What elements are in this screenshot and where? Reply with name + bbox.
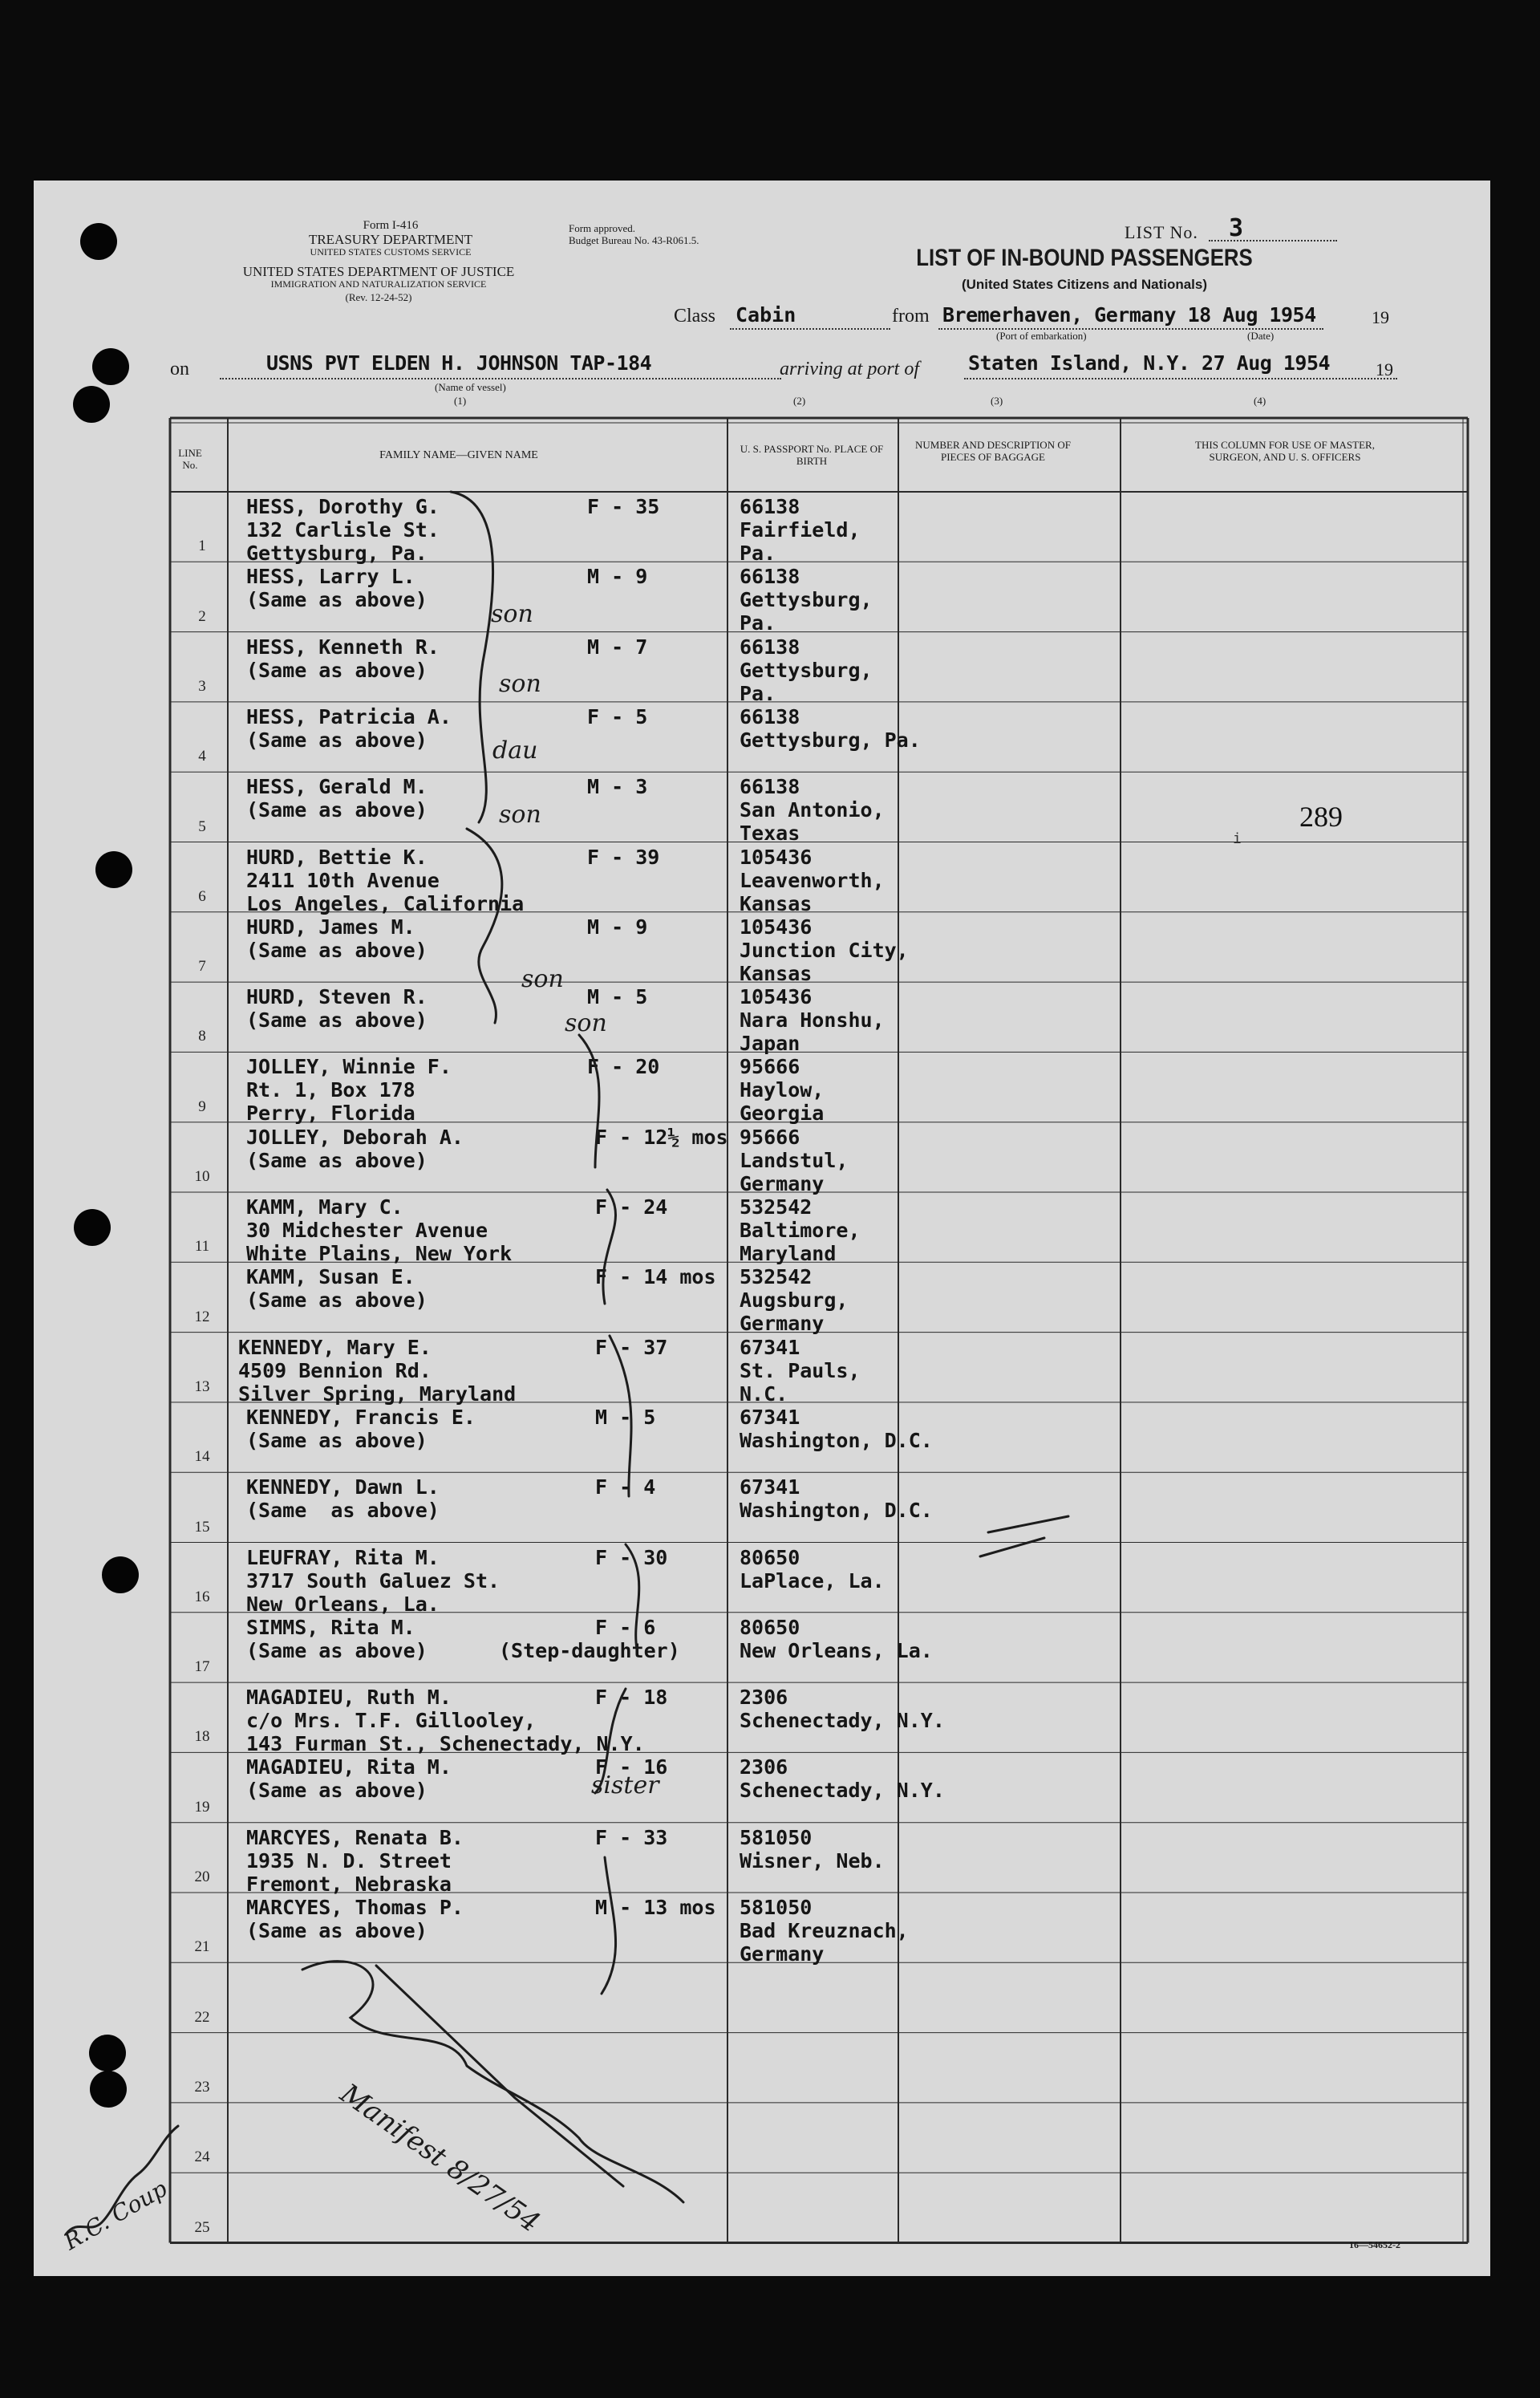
passenger-address: (Same as above)	[246, 1638, 428, 1662]
passenger-address: (Same as above)	[246, 658, 428, 682]
sex-age: F - 14 mos	[595, 1265, 716, 1289]
sex-age: M - 7	[587, 635, 648, 659]
line-number: 18	[194, 1728, 210, 1746]
sex-age: F - 4	[595, 1475, 656, 1499]
treasury-department: TREASURY DEPARTMENT	[308, 232, 473, 247]
col-num-3: (3)	[991, 395, 1003, 407]
note-sister-19: sister	[591, 1771, 659, 1800]
passport-number: 66138	[740, 775, 800, 799]
place-of-birth: N.C.	[740, 1382, 788, 1406]
place-of-birth: Gettysburg,	[740, 658, 873, 682]
header-passport: U. S. PASSPORT No. PLACE OF BIRTH	[740, 443, 884, 467]
from-year-suffix: 19	[1372, 307, 1389, 327]
header-officers: THIS COLUMN FOR USE OF MASTER, SURGEON, AND U. S. OFFICERS	[1195, 439, 1375, 463]
sex-age: F - 24	[595, 1195, 668, 1219]
place-of-birth: Pa.	[740, 611, 776, 635]
line-number: 16	[194, 1588, 210, 1605]
line-number: 14	[194, 1448, 210, 1466]
place-of-birth: Schenectady, N.Y.	[740, 1779, 945, 1803]
line-number: 24	[194, 2148, 210, 2166]
from-label: from	[892, 306, 930, 327]
passenger-name: KENNEDY, Francis E.	[246, 1405, 476, 1429]
passport-number: 532542	[740, 1265, 813, 1289]
line-number: 23	[194, 2078, 210, 2096]
passenger-name: HURD, Bettie K.	[246, 845, 428, 869]
passenger-address: c/o Mrs. T.F. Gillooley,	[246, 1709, 537, 1733]
passport-number: 66138	[740, 495, 800, 518]
passenger-address: (Same as above)	[246, 1499, 440, 1523]
line-number: 22	[194, 2008, 210, 2026]
line-number: 12	[194, 1308, 210, 1325]
place-of-birth: Wisner, Neb.	[740, 1848, 885, 1873]
place-of-birth: Germany	[740, 1312, 825, 1336]
passport-number: 66138	[740, 565, 800, 589]
place-of-birth: Junction City,	[740, 938, 909, 962]
col-num-4: (4)	[1254, 395, 1266, 407]
passport-number: 2306	[740, 1755, 788, 1779]
place-of-birth: Washington, D.C.	[740, 1499, 933, 1523]
place-of-birth: Germany	[740, 1171, 825, 1195]
signature: Manifest 8/27/54	[334, 2077, 546, 2239]
passport-number: 2306	[740, 1686, 788, 1710]
line-number: 2	[198, 607, 206, 625]
arriving-label: arriving at port of	[780, 359, 920, 379]
passenger-address: 3717 South Galuez St.	[246, 1568, 500, 1593]
passport-number: 67341	[740, 1335, 800, 1359]
margin-note: R.C. Coup	[59, 2175, 172, 2256]
customs-service: UNITED STATES CUSTOMS SERVICE	[310, 246, 472, 258]
passenger-address: (Same as above)	[246, 798, 428, 822]
sex-age: F - 30	[595, 1545, 668, 1569]
passenger-address: 2411 10th Avenue	[246, 868, 440, 892]
passport-number: 105436	[740, 985, 813, 1009]
passenger-address: Los Angeles, California	[246, 891, 525, 915]
passenger-name: HESS, Dorothy G.	[246, 495, 440, 518]
passenger-name: MARCYES, Thomas P.	[246, 1896, 464, 1919]
passenger-name: KAMM, Mary C.	[246, 1195, 403, 1219]
col-num-2: (2)	[793, 395, 806, 407]
passenger-address: (Same as above)	[246, 1288, 428, 1313]
arrival-port: Staten Island, N.Y. 27 Aug 1954	[968, 351, 1331, 375]
line-number: 21	[194, 1938, 210, 1956]
sex-age: M - 3	[587, 775, 648, 799]
passport-number: 66138	[740, 704, 800, 728]
form-subtitle: (United States Citizens and Nationals)	[961, 277, 1208, 292]
passenger-address: 30 Midchester Avenue	[246, 1219, 488, 1242]
passport-number: 581050	[740, 1896, 813, 1919]
passenger-name: HURD, Steven R.	[246, 985, 428, 1009]
sex-age: F - 5	[587, 704, 648, 728]
line-number: 11	[194, 1238, 210, 1256]
list-number-label: LIST No.	[1125, 222, 1198, 242]
stamp-number: 289	[1299, 801, 1343, 833]
passenger-address: Fremont, Nebraska	[246, 1872, 452, 1896]
passenger-name: HESS, Gerald M.	[246, 775, 428, 799]
sex-age: F - 6	[595, 1615, 656, 1639]
passenger-address: Rt. 1, Box 178	[246, 1078, 415, 1102]
passenger-name: LEUFRAY, Rita M.	[246, 1545, 440, 1569]
place-of-birth: Gettysburg, Pa.	[740, 728, 921, 752]
passenger-address: (Same as above)	[246, 1008, 428, 1033]
line-number: 4	[198, 748, 206, 765]
col-num-1: (1)	[454, 395, 467, 407]
place-of-birth: Maryland	[740, 1242, 837, 1265]
sex-age: F - 33	[595, 1825, 668, 1849]
passenger-name: MAGADIEU, Ruth M.	[246, 1686, 452, 1710]
line-number: 5	[198, 818, 206, 835]
vessel-name: USNS PVT ELDEN H. JOHNSON TAP-184	[266, 351, 652, 375]
passenger-name: HESS, Patricia A.	[246, 704, 452, 728]
passenger-address: Silver Spring, Maryland	[238, 1382, 517, 1406]
passenger-address: (Same as above)	[246, 588, 428, 612]
line-number: 19	[194, 1798, 210, 1816]
passport-number: 532542	[740, 1195, 813, 1219]
note-son-5: son	[499, 801, 541, 829]
note-son-8: son	[565, 1009, 607, 1037]
sex-age: F - 16	[595, 1755, 668, 1779]
sex-age: M - 9	[587, 915, 648, 939]
passenger-address: (Same as above)	[246, 1919, 428, 1942]
place-of-birth: Leavenworth,	[740, 868, 885, 892]
passenger-name: JOLLEY, Deborah A.	[246, 1125, 464, 1149]
passenger-name: JOLLEY, Winnie F.	[246, 1055, 452, 1079]
passenger-address: New Orleans, La.	[246, 1592, 440, 1616]
note-dau-4: dau	[492, 736, 538, 765]
manifest-sheet	[34, 181, 1490, 2276]
place-of-birth: New Orleans, La.	[740, 1638, 933, 1662]
passenger-name: MAGADIEU, Rita M.	[246, 1755, 452, 1779]
date-caption: (Date)	[1247, 330, 1275, 342]
place-of-birth: LaPlace, La.	[740, 1568, 885, 1593]
passenger-name: MARCYES, Renata B.	[246, 1825, 464, 1849]
relation-note: (Step-daughter)	[499, 1638, 680, 1662]
passenger-address: (Same as above)	[246, 1779, 428, 1803]
line-number: 17	[194, 1658, 210, 1676]
line-number: 25	[194, 2218, 210, 2236]
place-of-birth: Schenectady, N.Y.	[740, 1709, 945, 1733]
place-of-birth: Fairfield,	[740, 518, 861, 542]
budget-bureau: Budget Bureau No. 43-R061.5.	[569, 234, 699, 246]
passenger-address: (Same as above)	[246, 728, 428, 752]
sex-age: M - 9	[587, 565, 648, 589]
justice-department: UNITED STATES DEPARTMENT OF JUSTICE	[242, 264, 515, 279]
place-of-birth: Georgia	[740, 1102, 825, 1126]
place-of-birth: Kansas	[740, 961, 813, 985]
sex-age: F - 39	[587, 845, 660, 869]
sex-age: M - 5	[587, 985, 648, 1009]
passenger-address: 1935 N. D. Street	[246, 1848, 452, 1873]
passport-number: 80650	[740, 1615, 800, 1639]
place-of-birth: Haylow,	[740, 1078, 825, 1102]
passport-number: 581050	[740, 1825, 813, 1849]
passenger-address: 132 Carlisle St.	[246, 518, 440, 542]
passenger-name: HESS, Kenneth R.	[246, 635, 440, 659]
port-caption: (Port of embarkation)	[996, 330, 1087, 342]
passenger-address: White Plains, New York	[246, 1242, 513, 1265]
note-son-3: son	[499, 670, 541, 698]
passport-number: 105436	[740, 845, 813, 869]
header-baggage: NUMBER AND DESCRIPTION OF PIECES OF BAGGAGE	[915, 439, 1071, 463]
place-of-birth: Washington, D.C.	[740, 1428, 933, 1452]
passenger-address: Gettysburg, Pa.	[246, 542, 428, 565]
line-number: 6	[198, 887, 206, 905]
line-number: 8	[198, 1028, 206, 1045]
note-son-7: son	[521, 965, 564, 993]
place-of-birth: Texas	[740, 822, 800, 846]
place-of-birth: Japan	[740, 1032, 800, 1056]
list-number: 3	[1229, 214, 1244, 242]
passenger-address: (Same as above)	[246, 1428, 428, 1452]
line-number: 3	[198, 677, 206, 695]
note-son-2: son	[491, 600, 533, 628]
passenger-address: 143 Furman St., Schenectady, N.Y.	[246, 1732, 645, 1756]
passenger-name: KAMM, Susan E.	[246, 1265, 415, 1289]
passport-number: 67341	[740, 1475, 800, 1499]
place-of-birth: Gettysburg,	[740, 588, 873, 612]
arrival-year-suffix: 19	[1376, 359, 1393, 379]
place-of-birth: Pa.	[740, 542, 776, 565]
line-number: 15	[194, 1518, 210, 1536]
revision-date: (Rev. 12-24-52)	[345, 291, 412, 303]
passport-number: 67341	[740, 1405, 800, 1429]
passport-number: 95666	[740, 1125, 800, 1149]
passenger-address: 4509 Bennion Rd.	[238, 1358, 432, 1382]
place-of-birth: Augsburg,	[740, 1288, 849, 1313]
line-number: 10	[194, 1168, 210, 1185]
passenger-address: (Same as above)	[246, 938, 428, 962]
place-of-birth: Bad Kreuznach,	[740, 1919, 909, 1942]
place-of-birth: Kansas	[740, 891, 813, 915]
place-of-birth: Germany	[740, 1942, 825, 1966]
sex-age: F - 37	[595, 1335, 668, 1359]
passenger-name: HURD, James M.	[246, 915, 415, 939]
passenger-name: KENNEDY, Dawn L.	[246, 1475, 440, 1499]
sex-age: F - 12½ mos	[595, 1125, 728, 1149]
passenger-address: Perry, Florida	[246, 1102, 415, 1126]
passenger-name: HESS, Larry L.	[246, 565, 415, 589]
header-line-no: LINE No.	[178, 447, 202, 471]
sex-age: M - 13 mos	[595, 1896, 716, 1919]
sex-age: F - 20	[587, 1055, 660, 1079]
passenger-name: SIMMS, Rita M.	[246, 1615, 415, 1639]
passport-number: 66138	[740, 635, 800, 659]
form-number: Form I-416	[363, 219, 419, 232]
sex-age: F - 35	[587, 495, 660, 518]
sex-age: F - 18	[595, 1686, 668, 1710]
line-number: 13	[194, 1378, 210, 1395]
passport-number: 105436	[740, 915, 813, 939]
port-of-embarkation: Bremerhaven, Germany 18 Aug 1954	[942, 303, 1316, 327]
place-of-birth: Pa.	[740, 681, 776, 705]
place-of-birth: Baltimore,	[740, 1219, 861, 1242]
header-family-name: FAMILY NAME—GIVEN NAME	[379, 449, 538, 461]
place-of-birth: Landstul,	[740, 1148, 849, 1172]
ins-service: IMMIGRATION AND NATURALIZATION SERVICE	[270, 278, 487, 290]
on-label: on	[170, 359, 189, 379]
line-number: 7	[198, 958, 206, 976]
passport-number: 95666	[740, 1055, 800, 1079]
form-title: LIST OF IN-BOUND PASSENGERS	[916, 245, 1253, 271]
place-of-birth: Nara Honshu,	[740, 1008, 885, 1033]
passport-number: 80650	[740, 1545, 800, 1569]
place-of-birth: St. Pauls,	[740, 1358, 861, 1382]
vessel-caption: (Name of vessel)	[435, 381, 506, 393]
sex-age: M - 5	[595, 1405, 656, 1429]
line-number: 20	[194, 1868, 210, 1885]
line-number: 1	[198, 538, 206, 555]
passenger-name: KENNEDY, Mary E.	[238, 1335, 432, 1359]
line-number: 9	[198, 1098, 206, 1115]
passenger-address: (Same as above)	[246, 1148, 428, 1172]
form-approved: Form approved.	[569, 222, 636, 234]
stamp-tick: i	[1233, 830, 1242, 847]
class-label: Class	[674, 306, 716, 327]
place-of-birth: San Antonio,	[740, 798, 885, 822]
form-code: 16—54652-2	[1349, 2239, 1400, 2250]
class-value: Cabin	[736, 303, 796, 327]
